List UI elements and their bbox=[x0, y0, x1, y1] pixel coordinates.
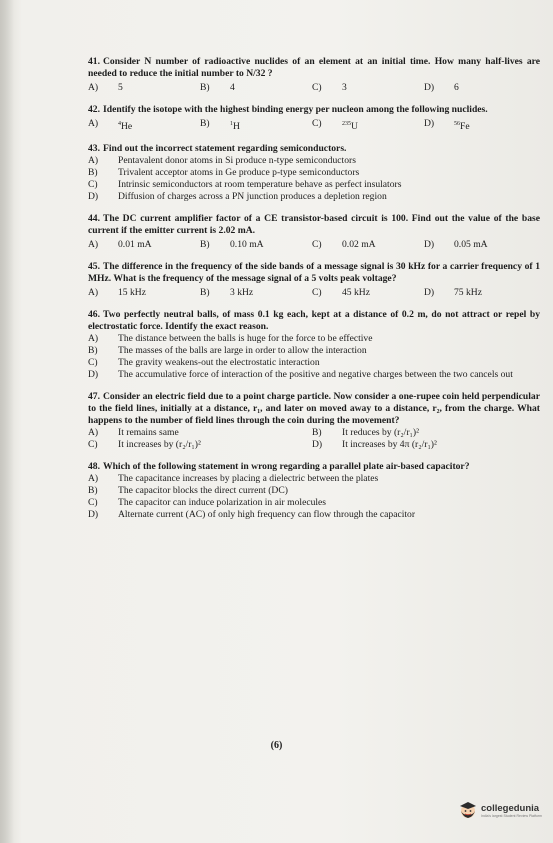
option-b[interactable]: B) $^1$H bbox=[200, 118, 240, 133]
question-46 bbox=[88, 309, 540, 381]
question-stem: 41. Consider N number of radioactive nuclides of an element at an initial time. How many half-lives are needed to reduce the initial number to N/32 ? bbox=[88, 56, 540, 79]
option-d[interactable]: D) The accumulative force of interaction of the positive and negative charges between the two cancels out bbox=[88, 369, 513, 381]
options bbox=[88, 427, 540, 451]
option-c[interactable]: C) The capacitor can induce polarization in air molecules bbox=[88, 497, 327, 509]
option-c[interactable]: C) It increases by (r₂/r₁)² bbox=[88, 439, 201, 451]
option-d[interactable]: D) Alternate current (AC) of only high frequency can flow through the capacitor bbox=[88, 509, 416, 521]
options bbox=[88, 118, 540, 133]
option-d[interactable]: D) 75 kHz bbox=[424, 287, 482, 299]
option-a[interactable]: A) 5 bbox=[88, 82, 123, 93]
option-c[interactable]: C) $^{235}$U bbox=[312, 118, 358, 133]
option-d[interactable]: D) 0.05 mA bbox=[424, 239, 488, 251]
question-stem: 47. Consider an electric field due to a point charge particle. Now consider a one-rupee coin held perpendicular to the field lines, initially at a distance, r₁, and later on moved away to a distance, r₂, from the charge. What happens to the number of field lines through the coin during the movement? bbox=[88, 391, 540, 427]
logo-text: collegedunia India's largest Student Review Platform bbox=[481, 802, 542, 818]
option-a[interactable]: A) $^4$He bbox=[88, 118, 133, 133]
page-number: (6) bbox=[270, 740, 283, 751]
question-stem: 45. The difference in the frequency of the side bands of a message signal is 30 kHz for a carrier frequency of 1 MHz. What is the frequency of the message signal of a 5 volts peak voltage? bbox=[88, 261, 540, 285]
options bbox=[88, 155, 540, 203]
option-a[interactable]: A) Pentavalent donor atoms in Si produce n-type semiconductors bbox=[88, 155, 356, 167]
option-b[interactable]: B) The masses of the balls are large in order to allow the interaction bbox=[88, 345, 367, 357]
option-a[interactable]: A) 15 kHz bbox=[88, 287, 146, 299]
option-b[interactable]: B) It reduces by (r₂/r₁)² bbox=[312, 427, 419, 439]
options bbox=[88, 239, 540, 251]
option-c[interactable]: C) The gravity weakens-out the electrostatic interaction bbox=[88, 357, 320, 369]
collegedunia-logo[interactable] bbox=[458, 800, 542, 820]
question-stem: 48. Which of the following statement in wrong regarding a parallel plate air-based capacitor? bbox=[88, 461, 470, 473]
graduate-cap-icon bbox=[458, 800, 478, 820]
option-d[interactable]: D) Diffusion of charges across a PN junction produces a depletion region bbox=[88, 191, 387, 203]
options bbox=[88, 333, 540, 381]
option-c[interactable]: C) 3 bbox=[312, 82, 347, 93]
option-a[interactable]: A) The capacitance increases by placing a dielectric between the plates bbox=[88, 473, 379, 485]
options bbox=[88, 287, 540, 299]
option-b[interactable]: B) 0.10 mA bbox=[200, 239, 264, 251]
question-45 bbox=[88, 261, 540, 299]
option-a[interactable]: A) The distance between the balls is huge for the force to be effective bbox=[88, 333, 373, 345]
question-43 bbox=[88, 143, 540, 203]
option-b[interactable]: B) The capacitor blocks the direct current (DC) bbox=[88, 485, 288, 497]
option-b[interactable]: B) 4 bbox=[200, 82, 235, 93]
option-c[interactable]: C) 45 kHz bbox=[312, 287, 370, 299]
option-b[interactable]: B) 3 kHz bbox=[200, 287, 254, 299]
question-stem: 42. Identify the isotope with the highest binding energy per nucleon among the following nuclides. bbox=[88, 104, 488, 115]
question-41 bbox=[88, 56, 540, 94]
option-d[interactable]: D) $^{56}$Fe bbox=[424, 118, 470, 133]
question-47 bbox=[88, 391, 540, 451]
question-48 bbox=[88, 461, 540, 521]
options bbox=[88, 473, 540, 521]
question-stem: 44. The DC current amplifier factor of a CE transistor-based circuit is 100. Find out the value of the base current if the emitter current is 2.02 mA. bbox=[88, 213, 540, 237]
binding-shadow bbox=[0, 0, 14, 843]
option-a[interactable]: A) 0.01 mA bbox=[88, 239, 152, 251]
option-d[interactable]: D) 6 bbox=[424, 82, 459, 93]
option-b[interactable]: B) Trivalent acceptor atoms in Ge produce p-type semiconductors bbox=[88, 167, 360, 179]
question-list bbox=[88, 56, 540, 531]
option-c[interactable]: C) Intrinsic semiconductors at room temperature behave as perfect insulators bbox=[88, 179, 402, 191]
options bbox=[88, 82, 540, 94]
option-a[interactable]: A) It remains same bbox=[88, 427, 179, 439]
question-stem: 46. Two perfectly neutral balls, of mass 0.1 kg each, kept at a distance of 0.2 m, do not attract or repel by electrostatic force. Identify the exact reason. bbox=[88, 309, 540, 333]
question-stem: 43. Find out the incorrect statement regarding semiconductors. bbox=[88, 143, 347, 155]
question-42 bbox=[88, 104, 540, 133]
option-d[interactable]: D) It increases by 4π (r₂/r₁)² bbox=[312, 439, 437, 451]
option-c[interactable]: C) 0.02 mA bbox=[312, 239, 376, 251]
question-44 bbox=[88, 213, 540, 251]
